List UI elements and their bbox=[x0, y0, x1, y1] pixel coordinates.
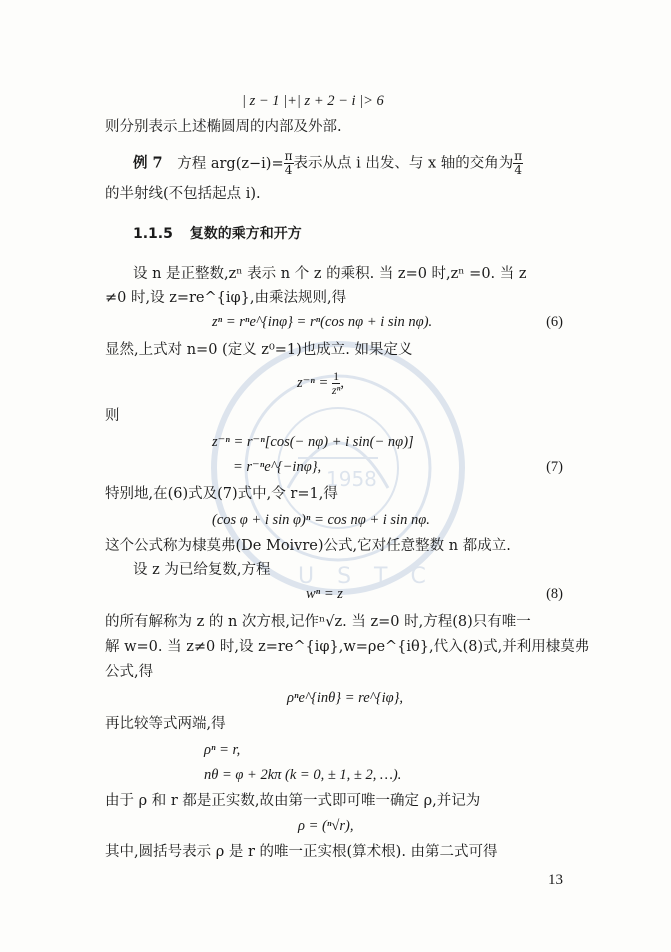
equation-8: wⁿ = z bbox=[306, 586, 343, 602]
paragraph-line: 显然,上式对 n=0 (定义 z⁰=1)也成立. 如果定义 bbox=[105, 342, 413, 358]
example-label: 例 7 bbox=[133, 154, 163, 172]
paragraph-line: 由于 ρ 和 r 都是正实数,故由第一式即可唯一确定 ρ,并记为 bbox=[105, 793, 481, 809]
paragraph-line: 这个公式称为棣莫弗(De Moivre)公式,它对任意整数 n 都成立. bbox=[105, 538, 511, 554]
equation-6: zⁿ = rⁿe^{inφ} = rⁿ(cos nφ + i sin nφ). bbox=[212, 314, 433, 330]
equation-7-line1: z⁻ⁿ = r⁻ⁿ[cos(− nφ) + i sin(− nφ)] bbox=[212, 434, 414, 450]
equation-number: (7) bbox=[546, 459, 563, 475]
paragraph-line: 特别地,在(6)式及(7)式中,令 r=1,得 bbox=[105, 486, 338, 502]
system-eq-1: ρⁿ = r, bbox=[204, 742, 241, 758]
paragraph-line: 解 w=0. 当 z≠0 时,设 z=re^{iφ},w=ρe^{iθ},代入(8)式,并利用棣莫弗 bbox=[105, 639, 590, 655]
fraction-pi-over-4: $\frac{\pi}{4}$ bbox=[284, 149, 293, 177]
text-line: 则 bbox=[105, 408, 120, 424]
section-heading bbox=[133, 224, 302, 244]
de-moivre-formula: (cos φ + i sin φ)ⁿ = cos nφ + i sin nφ. bbox=[212, 512, 430, 528]
equation-root: ρ = (ⁿ√r), bbox=[298, 818, 354, 834]
equation-number: (8) bbox=[546, 586, 563, 602]
svg-text:U S T C: U S T C bbox=[298, 564, 434, 589]
paragraph-line: 公式,得 bbox=[105, 664, 154, 680]
fraction-pi-over-4: $\frac{\pi}{4}$ bbox=[514, 149, 523, 177]
section-title: 复数的乘方和开方 bbox=[189, 226, 302, 242]
section-number: 1.1.5 bbox=[133, 226, 173, 242]
equation-rho: ρⁿe^{inθ} = re^{iφ}, bbox=[287, 690, 404, 706]
example-text: 表示从点 i 出发、与 x 轴的交角为 bbox=[293, 155, 514, 172]
paragraph-line: 的所有解称为 z 的 n 次方根,记作ⁿ√z. 当 z=0 时,方程(8)只有唯一 bbox=[105, 614, 531, 630]
paragraph-line: 设 n 是正整数,zⁿ 表示 n 个 z 的乘积. 当 z=0 时,zⁿ =0. 当 z bbox=[133, 266, 527, 282]
page-number: 13 bbox=[548, 872, 563, 888]
paragraph-line: ≠0 时,设 z=re^{iφ},由乘法规则,得 bbox=[105, 290, 347, 306]
paragraph-line: 设 z 为已给复数,方程 bbox=[133, 562, 271, 578]
text-line: 则分别表示上述椭圆周的内部及外部. bbox=[105, 119, 342, 135]
example-text: 方程 arg(z−i)= bbox=[177, 155, 284, 172]
equation-7-line2: = r⁻ⁿe^{−inφ}, bbox=[233, 459, 322, 475]
system-eq-2: nθ = φ + 2kπ (k = 0, ± 1, ± 2, …). bbox=[204, 767, 402, 783]
equation-number: (6) bbox=[546, 314, 563, 330]
paragraph-line: 再比较等式两端,得 bbox=[105, 716, 226, 732]
fraction-1-over-zn: $\frac{1}{\text{zⁿ}}$ bbox=[331, 369, 341, 397]
inequality-line: | z − 1 |+| z + 2 − i |> 6 bbox=[242, 93, 384, 109]
svg-text:1958: 1958 bbox=[326, 467, 377, 491]
text-line: 的半射线(不包括起点 i). bbox=[105, 186, 261, 202]
paragraph-line: 其中,圆括号表示 ρ 是 r 的唯一正实根(算术根). 由第二式可得 bbox=[105, 844, 498, 860]
definition-equation: z⁻ⁿ = $\frac{1}{\text{zⁿ}}$ , bbox=[297, 369, 344, 397]
example-7-line bbox=[133, 150, 523, 177]
